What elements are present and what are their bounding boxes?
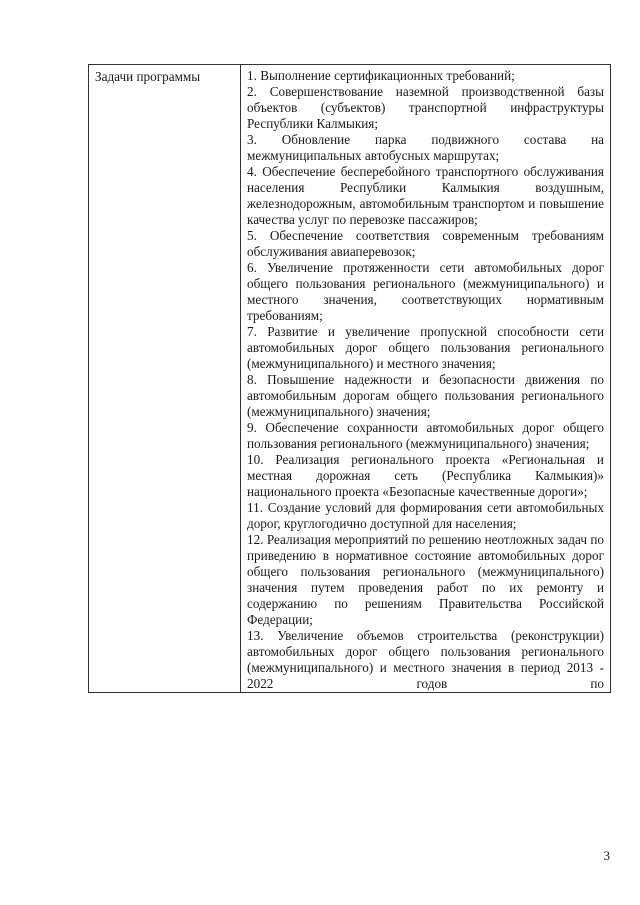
tasks-cell bbox=[241, 65, 611, 693]
task-item-3: 3. Обновление парка подвижного состава на межмуниципальных автобусных маршрутах; bbox=[247, 132, 604, 163]
task-item-13: 13. Увеличение объемов строительства (реконструкции) автомобильных дорог общего пользования регионального (межмуниципального) и местного значения в период 2013 - 2022 годов по bbox=[247, 628, 604, 691]
task-item-4: 4. Обеспечение бесперебойного транспортного обслуживания населения Республики Калмыкия воздушным, железнодорожным, автомобильным транспортом и повышение качества услуг по перевозке пассажиров; bbox=[247, 164, 604, 227]
task-item-8: 8. Повышение надежности и безопасности движения по автомобильным дорогам общего пользования регионального (межмуниципального) значения; bbox=[247, 372, 604, 419]
task-item-11: 11. Создание условий для формирования сети автомобильных дорог, круглогодично доступной для населения; bbox=[247, 500, 604, 531]
task-item-6: 6. Увеличение протяженности сети автомобильных дорог общего пользования регионального (межмуниципального) и местного значения, соответствующих нормативным требованиям; bbox=[247, 260, 604, 323]
task-item-12: 12. Реализация мероприятий по решению неотложных задач по приведению в нормативное состояние автомобильных дорог общего пользования регионального (межмуниципального) значения путем проведения работ по их ремонту и содержанию по решениям Правительства Российской Федерации; bbox=[247, 532, 604, 627]
task-item-2: 2. Совершенствование наземной производственной базы объектов (субъектов) транспортной инфраструктуры Республики Калмыкия; bbox=[247, 84, 604, 131]
page-number: 3 bbox=[603, 848, 610, 863]
program-table bbox=[88, 64, 611, 693]
task-item-7: 7. Развитие и увеличение пропускной способности сети автомобильных дорог общего пользования регионального (межмуниципального) и местного значения; bbox=[247, 324, 604, 371]
task-item-9: 9. Обеспечение сохранности автомобильных дорог общего пользования регионального (межмуниципального) значения; bbox=[247, 420, 604, 451]
row-label: Задачи программы bbox=[95, 69, 201, 84]
task-item-1: 1. Выполнение сертификационных требований; bbox=[247, 68, 515, 83]
table-row bbox=[89, 65, 611, 693]
task-item-5: 5. Обеспечение соответствия современным требованиям обслуживания авиаперевозок; bbox=[247, 228, 604, 259]
row-label-cell bbox=[89, 65, 241, 693]
task-item-10: 10. Реализация регионального проекта «Региональная и местная дорожная сеть (Республика Калмыкия)» национального проекта «Безопасные качественные дороги»; bbox=[247, 452, 604, 499]
